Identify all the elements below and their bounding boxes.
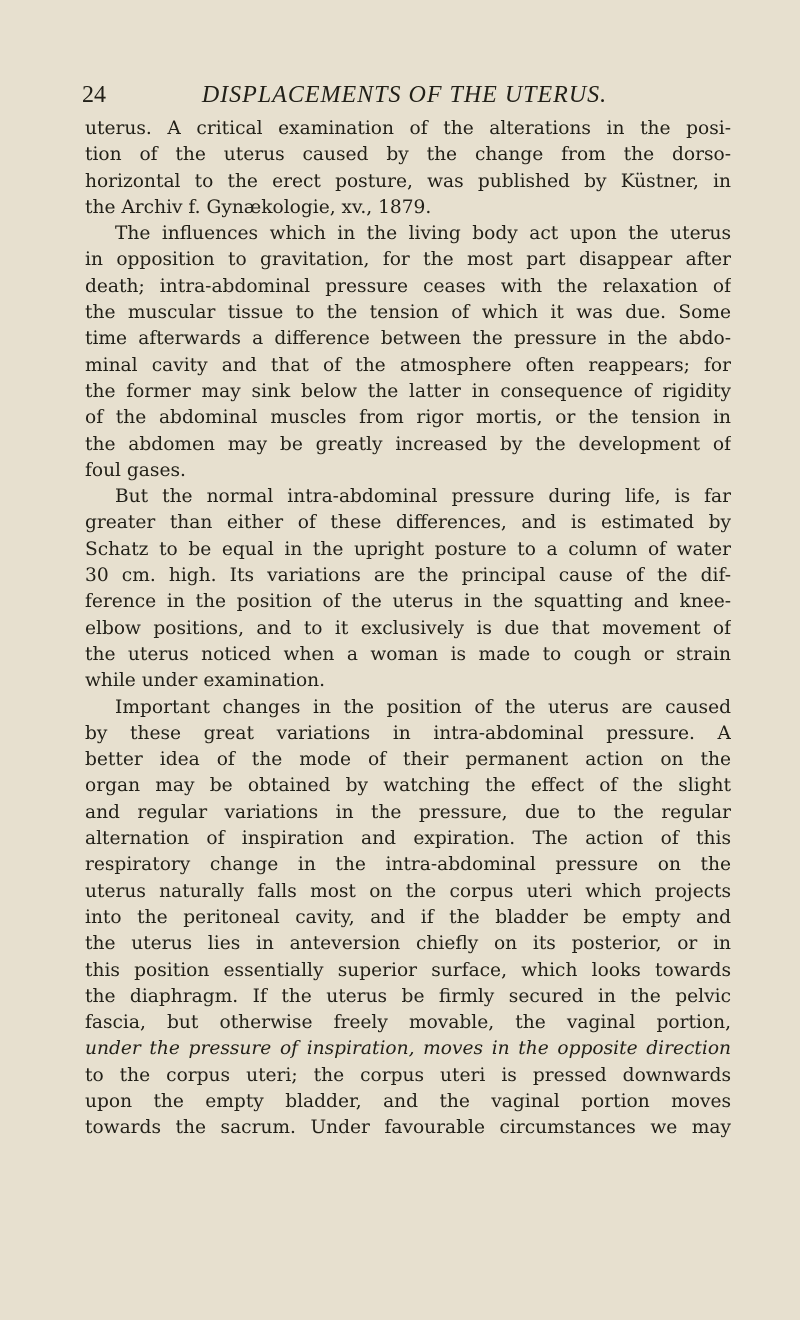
text-line: the Archiv f. Gynækologie, xv., 1879. [85,196,432,218]
text-line: 30 cm. high. Its variations are the principal cause of the dif- [85,565,731,587]
text-line: ference in the position of the uterus in the squatting and knee- [85,591,731,613]
text-line: uterus naturally falls most on the corpus uteri which projects [85,880,731,902]
text-line: and regular variations in the pressure, due to the regular [85,801,731,823]
text-line: of the abdominal muscles from rigor mortis, or the tension in [85,407,731,429]
text-line: foul gases. [85,459,186,481]
text-line: time afterwards a difference between the pressure in the abdo- [85,328,731,350]
text-line: The influences which in the living body act upon the uterus [115,223,731,245]
text-line: to the corpus uteri; the corpus uteri is pressed downwards [85,1064,731,1086]
text-line: the former may sink below the latter in consequence of rigidity [85,380,731,402]
text-line: fascia, but otherwise freely movable, the vaginal portion, [85,1012,731,1034]
text-line: the diaphragm. If the uterus be firmly secured in the pelvic [85,985,731,1007]
text-line: elbow positions, and to it exclusively is due that movement of [85,617,731,639]
text-line: alternation of inspiration and expiration. The action of this [85,828,731,850]
text-line: by these great variations in intra-abdominal pressure. A [85,722,731,744]
text-line: Important changes in the position of the uterus are caused [115,696,731,718]
text-line: organ may be obtained by watching the effect of the slight [85,775,731,797]
text-line: better idea of the mode of their permanent action on the [85,749,731,771]
text-line: greater than either of these differences, and is estimated by [85,512,731,534]
text-line: upon the empty bladder, and the vaginal portion moves [85,1090,731,1112]
text-line: the uterus lies in anteversion chiefly on its posterior, or in [85,933,731,955]
text-line: towards the sacrum. Under favourable circumstances we may [85,1117,731,1139]
text-line: horizontal to the erect posture, was published by Küstner, in [85,170,731,192]
text-line: uterus. A critical examination of the alterations in the posi- [85,118,731,139]
text-line: the abdomen may be greatly increased by the development of [85,433,731,455]
text-line: the muscular tissue to the tension of which it was due. Some [85,302,731,324]
text-line: while under examination. [85,670,326,692]
text-line: in opposition to gravitation, for the most part disappear after [85,249,731,271]
text-line: respiratory change in the intra-abdominal pressure on the [85,854,731,876]
text-line: Schatz to be equal in the upright posture to a column of water [85,538,731,560]
text-line: But the normal intra-abdominal pressure during life, is far [115,486,731,508]
text-line: death; intra-abdominal pressure ceases with the relaxation of [85,275,731,297]
text-line: into the peritoneal cavity, and if the bladder be empty and [85,906,731,928]
page-header [82,82,727,118]
text-line: minal cavity and that of the atmosphere often reappears; for [85,354,731,376]
text-line: under the pressure of inspiration, moves in the opposite direction [85,1038,731,1060]
body-text [85,116,731,1142]
text-line: the uterus noticed when a woman is made to cough or strain [85,643,731,665]
text-line: this position essentially superior surface, which looks towards [85,959,731,981]
page-number: 24 [82,82,106,108]
running-title: DISPLACEMENTS OF THE UTERUS. [201,82,608,108]
text-line: tion of the uterus caused by the change from the dorso- [85,144,731,166]
